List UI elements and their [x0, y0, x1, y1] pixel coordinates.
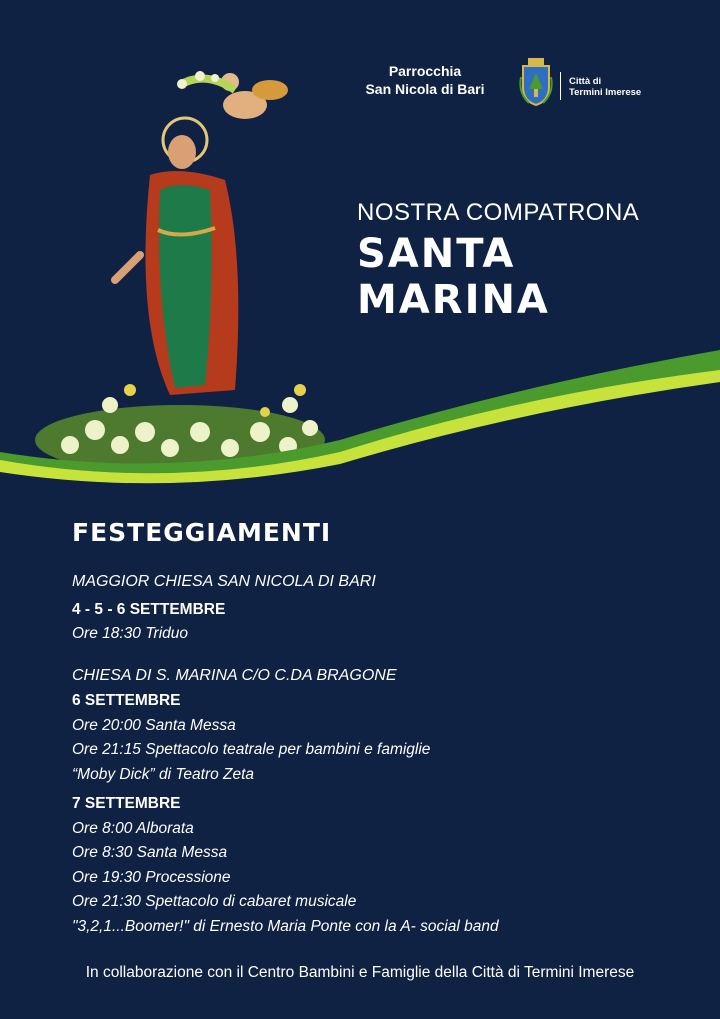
city-name: [569, 76, 641, 98]
date-3-item: Ore 19:30 Processione: [72, 868, 231, 886]
program-heading: FESTEGGIAMENTI: [72, 518, 332, 547]
parish-name: [350, 62, 500, 98]
date-3-item: Ore 8:00 Alborata: [72, 819, 194, 837]
date-2-item: “Moby Dick” di Teatro Zeta: [72, 765, 255, 783]
date-2: 6 SETTEMBRE: [72, 692, 181, 709]
green-wave-decoration: [0, 330, 720, 500]
date-2-item: Ore 21:15 Spettacolo teatrale per bambini e famiglie: [72, 741, 431, 758]
city-line-1: Città di: [569, 76, 602, 87]
venue-2: CHIESA DI S. MARINA C/O C.DA BRAGONE: [72, 666, 397, 684]
header-divider: [560, 72, 561, 100]
parish-line-1: Parrocchia: [388, 63, 462, 79]
hero-title: SANTA MARINA: [357, 231, 550, 323]
date-3-item: "3,2,1...Boomer!" di Ernesto Maria Ponte con la A- social band: [72, 917, 499, 935]
date-2-item: Ore 20:00 Santa Messa: [72, 716, 236, 734]
date-3-item: Ore 21:30 Spettacolo di cabaret musicale: [72, 893, 357, 910]
city-line-2: Termini Imerese: [569, 87, 642, 98]
date-3-item: Ore 8:30 Santa Messa: [72, 844, 228, 861]
date-1-item: Ore 18:30 Triduo: [72, 625, 189, 642]
parish-line-2: San Nicola di Bari: [365, 81, 485, 97]
footer-credit: In collaborazione con il Centro Bambini e Famiglie della Città di Termini Imerese: [85, 964, 635, 981]
venue-1: MAGGIOR CHIESA SAN NICOLA DI BARI: [72, 573, 376, 590]
city-crest-icon: [519, 57, 553, 107]
program-list: [72, 570, 499, 939]
hero-subtitle: NOSTRA COMPATRONA: [357, 199, 640, 226]
date-3: 7 SETTEMBRE: [72, 795, 181, 812]
date-1: 4 - 5 - 6 SETTEMBRE: [72, 600, 226, 618]
